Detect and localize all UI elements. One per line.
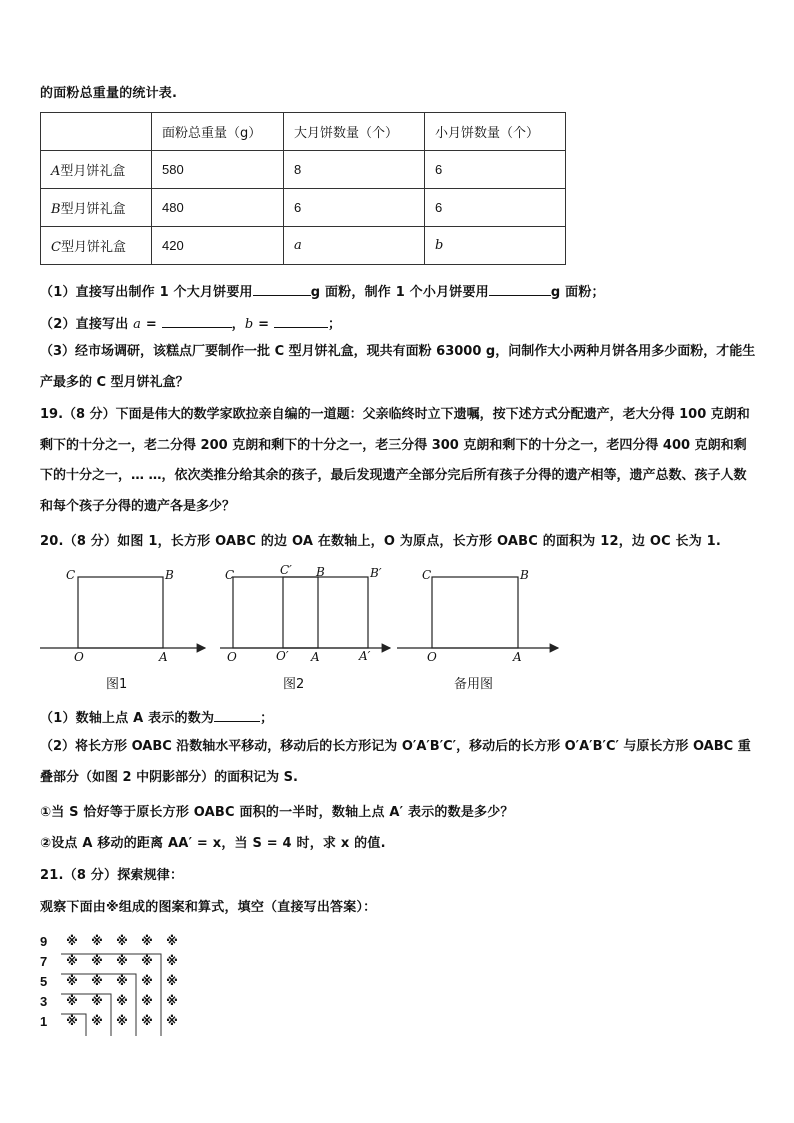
figure-caption: 图1 xyxy=(106,677,128,692)
table-header-cell: 小月饼数量（个） xyxy=(425,113,566,151)
mark-icon: ※ xyxy=(91,1014,103,1028)
point-label: O xyxy=(427,650,437,664)
q20-stem: 20.（8 分）如图 1，长方形 OABC 的边 OA 在数轴上，O 为原点，长方形 OABC 的面积为 12，边 OC 长为 1. xyxy=(40,534,722,549)
separator: ， xyxy=(231,317,245,332)
var-b: b xyxy=(244,317,254,332)
figure-caption: 图2 xyxy=(283,677,305,692)
table-cell-box-type xyxy=(41,189,152,227)
mark-icon: ※ xyxy=(166,974,178,988)
q20-part1 xyxy=(40,707,273,726)
point-label: O xyxy=(227,650,237,664)
table-cell-box-type xyxy=(41,227,152,265)
q18-part1-text-a: （1）直接写出制作 1 个大月饼要用 xyxy=(40,285,253,300)
equals-sign: = xyxy=(141,317,162,332)
box-type-text: 型月饼礼盒 xyxy=(60,202,126,217)
answer-blank[interactable] xyxy=(214,707,260,722)
mark-icon: ※ xyxy=(141,974,153,988)
table-row xyxy=(41,189,566,227)
point-label: C xyxy=(66,568,76,582)
row-number: 9 xyxy=(40,934,48,949)
mark-icon: ※ xyxy=(91,994,103,1008)
end-punct: ； xyxy=(260,711,274,726)
q21-title: 21.（8 分）探索规律： xyxy=(40,868,184,883)
q18-part3: （3）经市场调研，该糕点厂要制作一批 C 型月饼礼盒，现共有面粉 63000 g，问制作大小两种月饼各用多少面粉，才能生产最多的 C 型月饼礼盒？ xyxy=(40,344,756,390)
q18-part1 xyxy=(40,281,605,300)
table-cell-flour: 580 xyxy=(152,151,284,189)
answer-blank[interactable] xyxy=(489,281,551,296)
mark-icon: ※ xyxy=(66,974,78,988)
point-label: C xyxy=(422,568,432,582)
point-label: A xyxy=(311,650,320,664)
rectangle-oabc xyxy=(233,577,318,648)
pattern-dividers xyxy=(40,934,190,1036)
var-label: A xyxy=(51,164,61,179)
figure-caption: 备用图 xyxy=(454,677,494,692)
mark-icon: ※ xyxy=(141,954,153,968)
table-cell-small: 6 xyxy=(425,189,566,227)
point-label: A xyxy=(513,650,522,664)
equals-sign: = xyxy=(253,317,274,332)
point-label: B xyxy=(316,565,325,579)
point-label: A xyxy=(159,650,168,664)
point-label: B xyxy=(520,568,529,582)
rectangle-oabc xyxy=(432,577,518,648)
divider-line xyxy=(61,974,136,1036)
table-cell-flour: 420 xyxy=(152,227,284,265)
figure-2 xyxy=(220,577,390,648)
flour-statistics-table xyxy=(40,112,566,265)
table-cell-flour: 480 xyxy=(152,189,284,227)
var-label: B xyxy=(51,202,61,217)
table-row xyxy=(41,151,566,189)
table-cell-small: b xyxy=(425,227,566,265)
end-punct: ； xyxy=(327,317,342,332)
q20-part2: （2）将长方形 OABC 沿数轴水平移动，移动后的长方形记为 O′A′B′C′，移动后的长方形 O′A′B′C′ 与原长方形 OABC 重叠部分（如图 2 中阴影部分）的面积记为 S. xyxy=(40,739,751,785)
box-type-text: 型月饼礼盒 xyxy=(60,240,126,255)
point-label: O′ xyxy=(276,649,289,663)
row-number: 5 xyxy=(40,974,48,989)
answer-blank[interactable] xyxy=(253,281,311,296)
mark-icon: ※ xyxy=(116,974,128,988)
mark-icon: ※ xyxy=(141,1014,153,1028)
point-label: C xyxy=(225,568,235,582)
point-label: B′ xyxy=(370,566,382,580)
table-header-cell: 大月饼数量（个） xyxy=(284,113,425,151)
divider-line xyxy=(61,1014,86,1036)
mark-icon: ※ xyxy=(91,954,103,968)
table-cell-box-type xyxy=(41,151,152,189)
table-cell-small: 6 xyxy=(425,151,566,189)
q20-part1-text: （1）数轴上点 A 表示的数为 xyxy=(40,711,215,726)
answer-blank[interactable] xyxy=(274,313,328,328)
q18-part1-text-b: g 面粉，制作 1 个小月饼要用 xyxy=(310,285,489,300)
q18-part2 xyxy=(40,313,341,332)
box-type-text: 型月饼礼盒 xyxy=(60,164,126,179)
answer-blank[interactable] xyxy=(162,313,232,328)
row-number: 1 xyxy=(40,1014,48,1029)
intro-text: 的面粉总重量的统计表. xyxy=(40,86,178,101)
q18-part2-text: （2）直接写出 xyxy=(40,317,134,332)
table-cell-big: 8 xyxy=(284,151,425,189)
mark-icon: ※ xyxy=(116,934,128,948)
mark-icon: ※ xyxy=(91,974,103,988)
table-row xyxy=(41,227,566,265)
table-header-row xyxy=(41,113,566,151)
row-number: 7 xyxy=(40,954,48,969)
table-header-cell: 面粉总重量（g） xyxy=(152,113,284,151)
mark-icon: ※ xyxy=(66,994,78,1008)
mark-icon: ※ xyxy=(116,954,128,968)
var-label: C xyxy=(51,240,61,255)
point-label: B xyxy=(165,568,174,582)
mark-icon: ※ xyxy=(116,1014,128,1028)
mark-icon: ※ xyxy=(166,934,178,948)
point-label: C′ xyxy=(280,563,292,577)
q19-text: 19.（8 分）下面是伟大的数学家欧拉亲自编的一道题：父亲临终时立下遗嘱，按下述方式分配遗产，老大分得 100 克朗和剩下的十分之一，老二分得 200 克朗和剩下的十分之一，老三分得 300 克朗和剩下的十分之一，老四分得 400 克朗和剩下的十分之一，… …，依次类推分给其余的孩子，最后发现遗产全部分完后所有孩子分得的遗产相等，遗产总数、孩子人数和每个孩子分得的遗产各是多少？ xyxy=(40,407,750,514)
point-label: O xyxy=(74,650,84,664)
q18-part1-text-c: g 面粉； xyxy=(550,285,605,300)
q20-case1: ①当 S 恰好等于原长方形 OABC 面积的一半时，数轴上点 A′ 表示的数是多少？ xyxy=(40,805,514,820)
table-cell-big: a xyxy=(284,227,425,265)
figure-spare xyxy=(397,577,558,648)
mark-icon: ※ xyxy=(166,1014,178,1028)
mark-icon: ※ xyxy=(66,954,78,968)
rectangle-oabc xyxy=(78,577,163,648)
table-header-cell xyxy=(41,113,152,151)
point-label: A′ xyxy=(359,649,371,663)
q21-description: 观察下面由※组成的图案和算式，填空（直接写出答案）： xyxy=(40,900,377,915)
mark-icon: ※ xyxy=(91,934,103,948)
mark-icon: ※ xyxy=(166,994,178,1008)
mark-icon: ※ xyxy=(141,994,153,1008)
mark-icon: ※ xyxy=(66,1014,78,1028)
rectangle-moved xyxy=(283,577,368,648)
mark-icon: ※ xyxy=(141,934,153,948)
q20-case2: ②设点 A 移动的距离 AA′ = x，当 S = 4 时，求 x 的值. xyxy=(40,836,386,851)
mark-icon: ※ xyxy=(66,934,78,948)
mark-icon: ※ xyxy=(116,994,128,1008)
figure-1 xyxy=(40,577,205,648)
mark-icon: ※ xyxy=(166,954,178,968)
table-cell-big: 6 xyxy=(284,189,425,227)
row-number: 3 xyxy=(40,994,48,1009)
var-a: a xyxy=(133,317,142,332)
